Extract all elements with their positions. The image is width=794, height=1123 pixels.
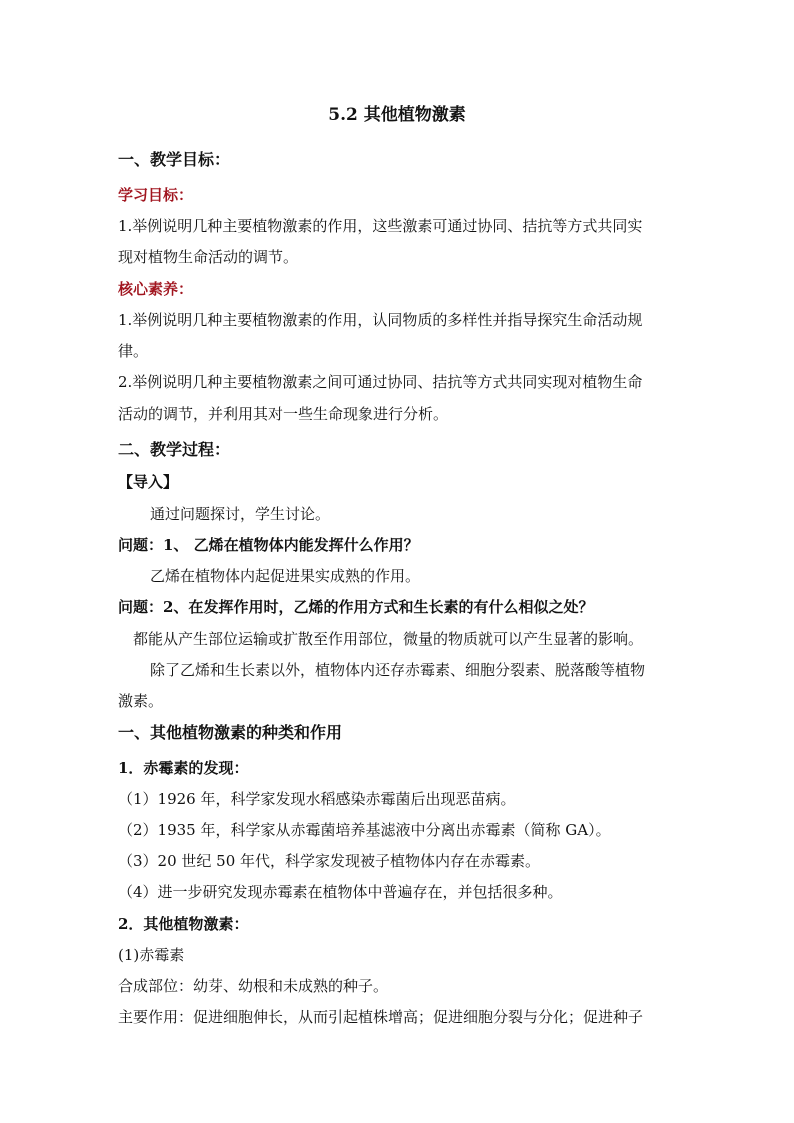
learning-goal-line-2: 现对植物生命活动的调节。 <box>118 248 299 266</box>
other-hormones-heading: 2．其他植物激素： <box>118 915 249 933</box>
page-title: 5.2 其他植物激素 <box>328 105 466 125</box>
learning-goal-line-1: 1.举例说明几种主要植物激素的作用，这些激素可通过协同、拮抗等方式共同实 <box>118 217 643 235</box>
intro-text: 通过问题探讨，学生讨论。 <box>150 505 331 523</box>
learning-goals-label: 学习目标： <box>118 186 194 204</box>
paragraph-line-2: 激素。 <box>118 692 164 710</box>
core-item-1-line-2: 律。 <box>118 342 149 360</box>
main-effect: 主要作用：促进细胞伸长，从而引起植株增高；促进细胞分裂与分化；促进种子 <box>118 1008 644 1026</box>
gibberellin-item-3: （3）20 世纪 50 年代，科学家发现被子植物体内存在赤霉素。 <box>118 852 541 870</box>
gibberellin-item-2: （2）1935 年，科学家从赤霉菌培养基滤液中分离出赤霉素（简称 GA）。 <box>118 821 611 839</box>
core-item-2-line-1: 2.举例说明几种主要植物激素之间可通过协同、拮抗等方式共同实现对植物生命 <box>118 373 643 391</box>
intro-label: 【导入】 <box>118 473 179 491</box>
core-literacy-label: 核心素养： <box>118 280 194 298</box>
gibberellin-subheading: (1)赤霉素 <box>118 946 185 964</box>
core-item-1-line-1: 1.举例说明几种主要植物激素的作用，认同物质的多样性并指导探究生命活动规 <box>118 311 643 329</box>
paragraph-line-1: 除了乙烯和生长素以外，植物体内还存赤霉素、细胞分裂素、脱落酸等植物 <box>150 661 646 679</box>
gibberellin-item-1: （1）1926 年，科学家发现水稻感染赤霉菌后出现恶苗病。 <box>118 790 516 808</box>
answer-2: 都能从产生部位运输或扩散至作用部位，微量的物质就可以产生显著的影响。 <box>133 630 644 648</box>
synthesis-site: 合成部位：幼芽、幼根和未成熟的种子。 <box>118 977 389 995</box>
answer-1: 乙烯在植物体内起促进果实成熟的作用。 <box>150 567 421 585</box>
objectives-heading: 一、教学目标： <box>118 150 231 169</box>
question-2: 问题：2、在发挥作用时，乙烯的作用方式和生长素的有什么相似之处？ <box>118 598 594 616</box>
types-heading: 一、其他植物激素的种类和作用 <box>118 723 343 742</box>
gibberellin-item-4: （4）进一步研究发现赤霉素在植物体中普遍存在，并包括很多种。 <box>118 883 563 901</box>
gibberellin-discovery-heading: 1．赤霉素的发现： <box>118 759 249 777</box>
question-1: 问题：1、 乙烯在植物体内能发挥什么作用？ <box>118 536 419 554</box>
process-heading: 二、教学过程： <box>118 440 231 459</box>
core-item-2-line-2: 活动的调节，并利用其对一些生命现象进行分析。 <box>118 405 449 423</box>
